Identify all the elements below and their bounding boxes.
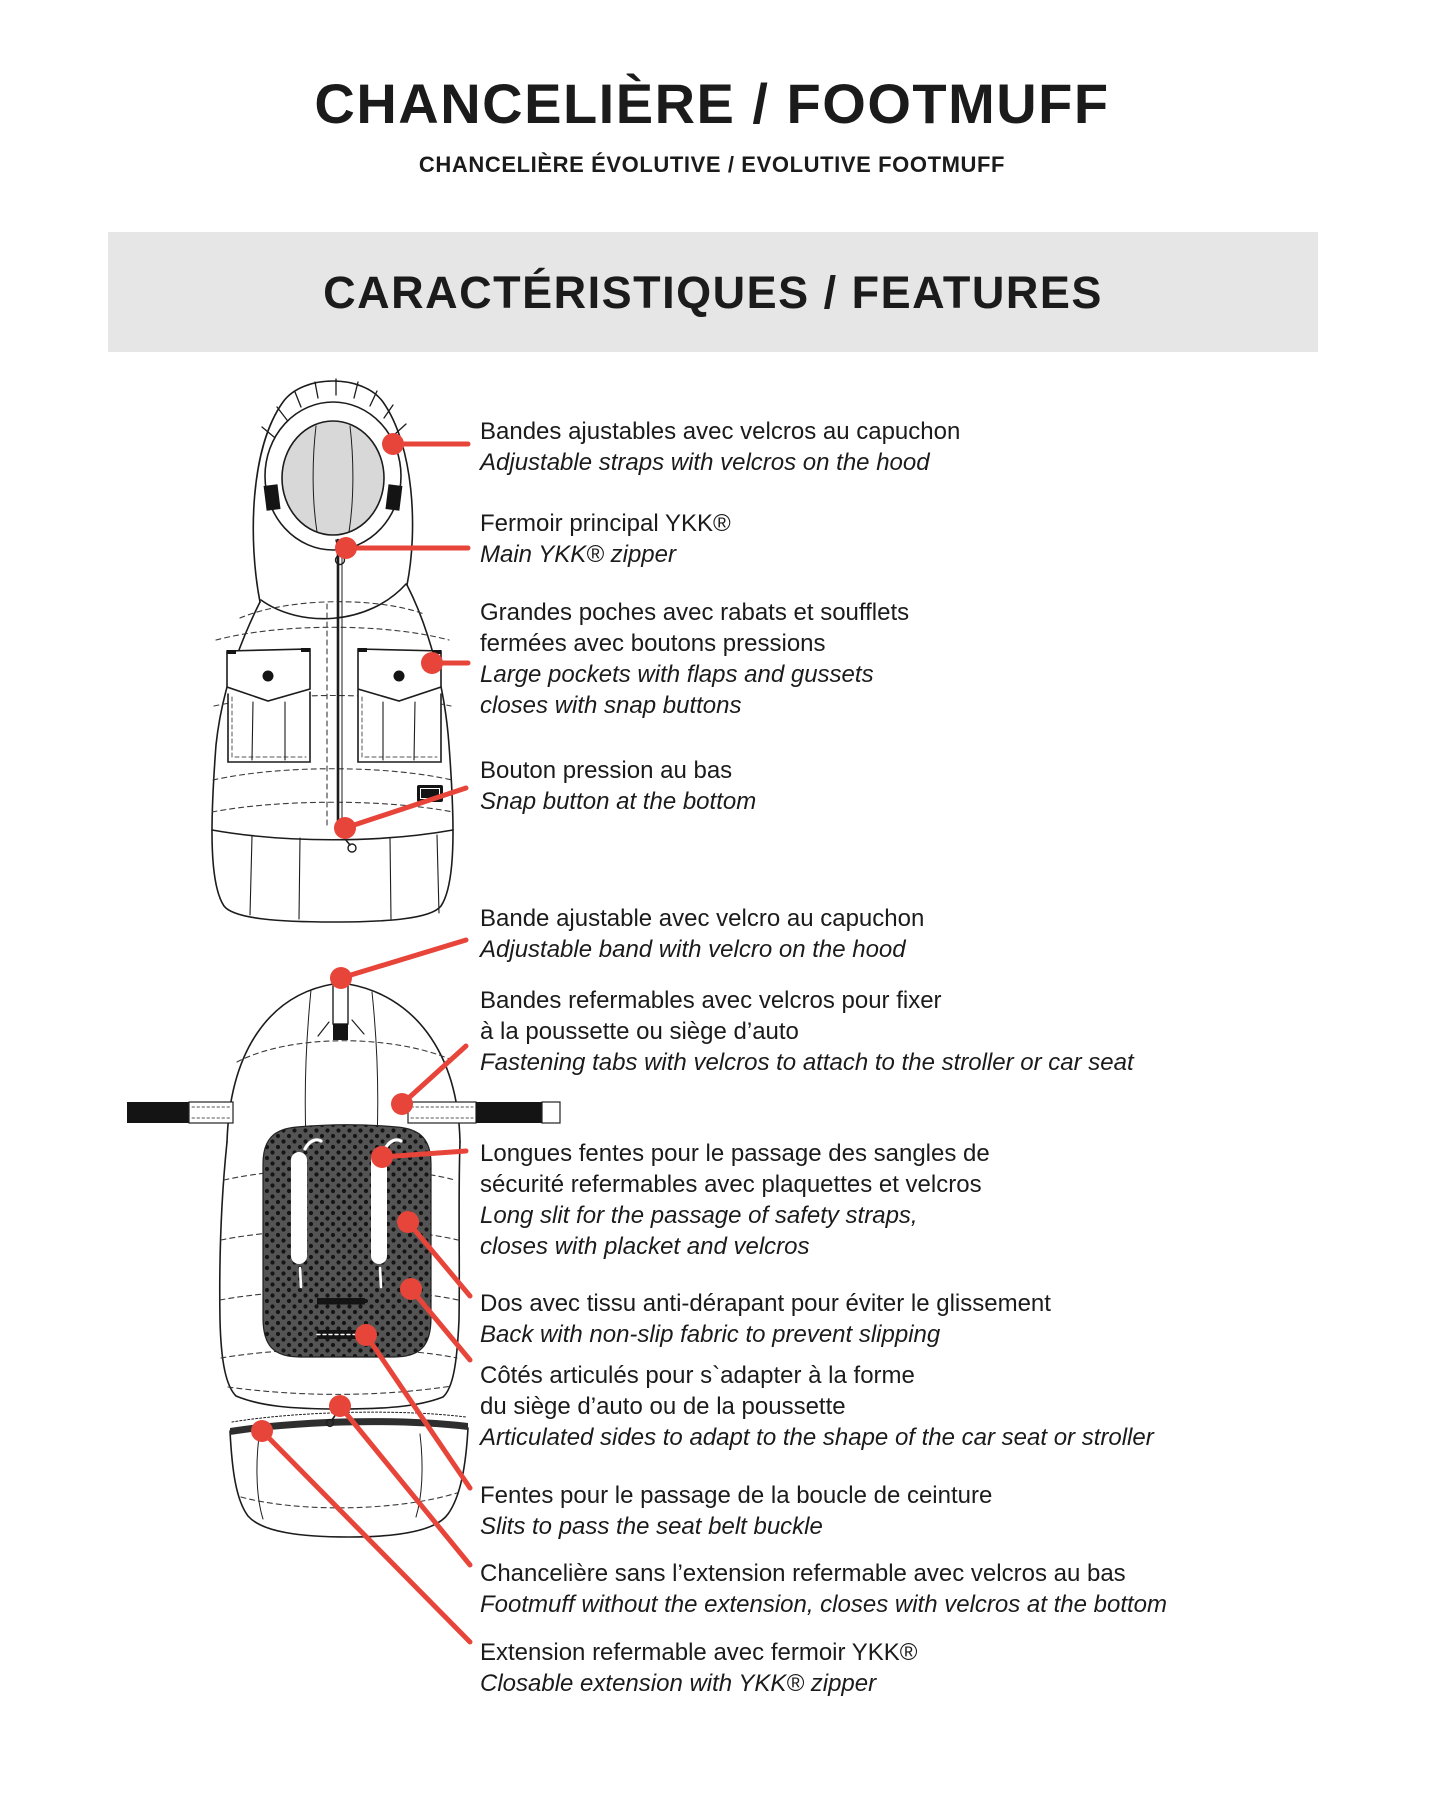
callout-text-en: Closable extension with YKK® zipper — [480, 1670, 877, 1697]
callout-text-fr: du siège d’auto ou de la poussette — [480, 1393, 846, 1420]
callout-hood-band — [480, 903, 924, 965]
callout-text-fr: Côtés articulés pour s`adapter à la forme — [480, 1362, 915, 1389]
pocket-left — [227, 649, 310, 762]
callout-pockets — [480, 597, 909, 721]
section-header: CARACTÉRISTIQUES / FEATURES — [323, 266, 1103, 318]
callout-text-en: Fastening tabs with velcros to attach to the stroller or car seat — [480, 1049, 1134, 1076]
callout-text-en: closes with placket and velcros — [480, 1233, 810, 1260]
callout-line — [402, 1046, 466, 1104]
callout-text-fr: Bouton pression au bas — [480, 757, 733, 784]
callout-lines — [262, 444, 470, 1642]
callout-articulated-sides — [480, 1360, 1154, 1453]
callout-text-fr: Dos avec tissu anti-dérapant pour éviter le glissement — [480, 1290, 1051, 1317]
callout-dot — [329, 1395, 351, 1417]
safety-strap-slit-left — [291, 1152, 307, 1264]
callout-text-en: Articulated sides to adapt to the shape of the car seat or stroller — [480, 1424, 1154, 1451]
callout-dot — [371, 1146, 393, 1168]
callout-text-fr: Fermoir principal YKK® — [480, 510, 731, 537]
callout-line — [340, 1406, 470, 1565]
callout-text-fr: Chancelière sans l’extension refermable avec velcros au bas — [480, 1560, 1126, 1587]
callout-dot — [391, 1093, 413, 1115]
callout-dot — [397, 1211, 419, 1233]
callout-dot — [421, 652, 443, 674]
callout-belt-buckle-slits — [480, 1480, 992, 1542]
callout-dot — [400, 1278, 422, 1300]
callout-text-en: Long slit for the passage of safety straps, — [480, 1202, 918, 1229]
callout-text-fr: fermées avec boutons pressions — [480, 630, 826, 657]
callout-text-fr: Bande ajustable avec velcro au capuchon — [480, 905, 925, 932]
callout-text-fr: Extension refermable avec fermoir YKK® — [480, 1639, 918, 1666]
callout-non-slip-back — [480, 1288, 1051, 1350]
callout-text-fr: sécurité refermables avec plaquettes et velcros — [480, 1171, 982, 1198]
fastening-strap-right — [408, 1102, 560, 1123]
callout-footmuff-without-extension — [480, 1558, 1167, 1620]
callout-main-zipper — [480, 508, 731, 570]
hood-opening — [282, 421, 384, 535]
page-title: CHANCELIÈRE / FOOTMUFF — [314, 72, 1110, 135]
callout-text-en: Large pockets with flaps and gussets — [480, 661, 874, 688]
callout-closable-extension — [480, 1637, 917, 1699]
callout-text-en: Adjustable band with velcro on the hood — [480, 936, 906, 963]
callout-dot — [251, 1420, 273, 1442]
callout-text-fr: Grandes poches avec rabats et soufflets — [480, 599, 910, 626]
callout-fastening-tabs — [480, 985, 1134, 1078]
callout-text-en: Main YKK® zipper — [480, 541, 676, 568]
callout-text-en: Snap button at the bottom — [480, 788, 757, 815]
callout-dot — [382, 433, 404, 455]
hood-velcro-tab-right — [385, 484, 402, 511]
back-hood-outline — [227, 984, 333, 1142]
callout-text-en: closes with snap buttons — [480, 692, 742, 719]
footmuff-front-illustration — [212, 379, 453, 922]
callout-line — [345, 788, 466, 828]
fastening-strap-left — [127, 1102, 233, 1123]
callout-text-en: Adjustable straps with velcros on the hood — [480, 449, 930, 476]
anti-slip-panel — [263, 1125, 431, 1357]
callout-text-fr: à la poussette ou siège d’auto — [480, 1018, 799, 1045]
callout-snap-bottom — [480, 755, 756, 817]
callout-text-fr: Bandes ajustables avec velcros au capuchon — [480, 418, 961, 445]
callout-text-en: Footmuff without the extension, closes with velcros at the bottom — [480, 1591, 1167, 1618]
callout-dot — [330, 967, 352, 989]
callout-text-en: Back with non-slip fabric to prevent slipping — [480, 1321, 941, 1348]
callout-text-fr: Fentes pour le passage de la boucle de ceinture — [480, 1482, 993, 1509]
belt-buckle-slit-upper — [317, 1298, 365, 1305]
safety-strap-slit-right — [371, 1152, 387, 1264]
callout-text-en: Slits to pass the seat belt buckle — [480, 1513, 823, 1540]
hood-velcro-tab-left — [264, 484, 281, 511]
callout-hood-straps — [480, 416, 960, 478]
callout-safety-strap-slits — [480, 1138, 990, 1262]
snap-button-left-pocket — [263, 671, 274, 682]
callout-dot — [334, 817, 356, 839]
page-subtitle: CHANCELIÈRE ÉVOLUTIVE / EVOLUTIVE FOOTMUFF — [418, 152, 1006, 177]
callout-text-fr: Longues fentes pour le passage des sangles de — [480, 1140, 990, 1167]
callout-dot — [335, 537, 357, 559]
callout-line — [262, 1431, 470, 1642]
callout-dot — [355, 1324, 377, 1346]
main-zipper-graphic — [336, 540, 345, 830]
callout-line — [341, 940, 466, 978]
callout-text-fr: Bandes refermables avec velcros pour fixer — [480, 987, 942, 1014]
snap-button-right-pocket — [394, 671, 405, 682]
